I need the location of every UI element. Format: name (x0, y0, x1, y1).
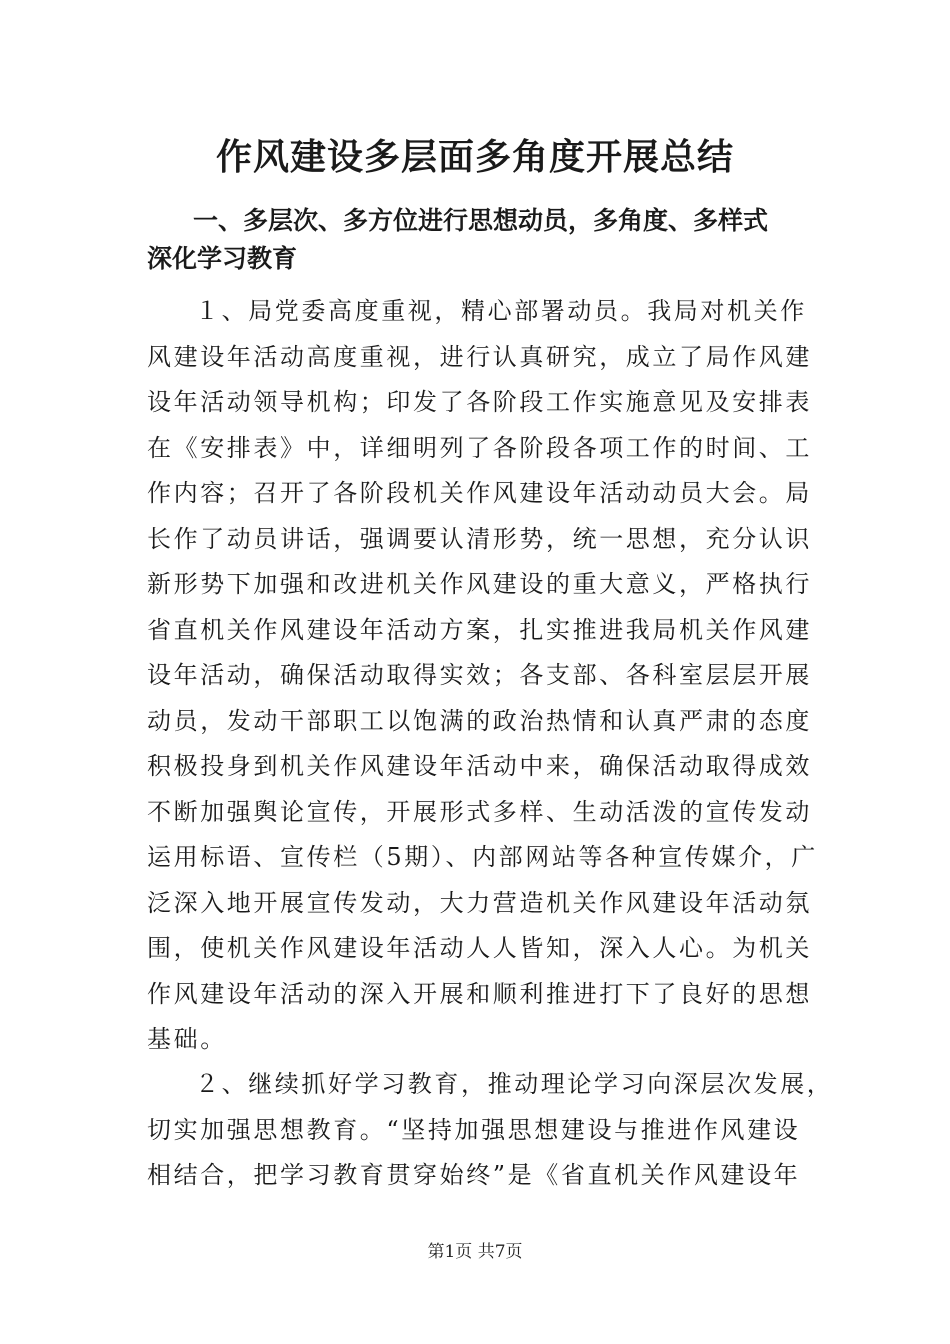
paragraph-line: 设年活动领导机构；印发了各阶段工作实施意见及安排表 (147, 388, 812, 416)
paragraph-line: 动员，发动干部职工以饱满的政治热情和认真严肃的态度 (147, 706, 812, 735)
paragraph-line: 基础。 (147, 1025, 227, 1053)
paragraph-line: 设年活动，确保活动取得实效；各支部、各科室层层开展 (147, 661, 812, 689)
paragraph-line: 相结合，把学习教育贯穿始终”是《省直机关作风建设年 (147, 1161, 801, 1189)
paragraph-line: 在《安排表》中，详细明列了各阶段各项工作的时间、工 (147, 433, 812, 462)
paragraph-line: 积极投身到机关作风建设年活动中来，确保活动取得成效 (147, 752, 812, 780)
paragraph-line: 省直机关作风建设年活动方案，扎实推进我局机关作风建 (147, 615, 812, 644)
paragraph-line: １、局党委高度重视，精心部署动员。我局对机关作 (195, 297, 807, 325)
paragraph-line: 切实加强思想教育。“坚持加强思想建设与推进作风建设 (147, 1115, 801, 1144)
paragraph-line: 泛深入地开展宣传发动，大力营造机关作风建设年活动氛 (147, 888, 812, 917)
paragraph-line: 不断加强舆论宣传，开展形式多样、生动活泼的宣传发动 (147, 797, 812, 826)
section-heading (147, 202, 807, 278)
paragraph-line: 作内容；召开了各阶段机关作风建设年活动动员大会。局 (147, 479, 812, 507)
paragraph-line: 作风建设年活动的深入开展和顺利推进打下了良好的思想 (147, 979, 812, 1008)
document-title: 作风建设多层面多角度开展总结 (215, 137, 734, 178)
section-heading-line: 一、多层次、多方位进行思想动员，多角度、多样式 (193, 206, 769, 235)
paragraph-2 (147, 1062, 834, 1199)
paragraph-1 (147, 289, 818, 1063)
paragraph-line: 长作了动员讲话，强调要认清形势，统一思想，充分认识 (147, 524, 812, 553)
paragraph-line: 新形势下加强和改进机关作风建设的重大意义，严格执行 (147, 570, 812, 598)
paragraph-line: 围，使机关作风建设年活动人人皆知，深入人心。为机关 (147, 934, 812, 962)
section-heading-line: 深化学习教育 (147, 244, 298, 273)
page-footer: 第1页 共7页 (427, 1242, 523, 1262)
paragraph-line: 风建设年活动高度重视，进行认真研究，成立了局作风建 (147, 342, 812, 371)
paragraph-line: 运用标语、宣传栏（5期）、内部网站等各种宣传媒介，广 (147, 843, 818, 871)
paragraph-line: ２、继续抓好学习教育，推动理论学习向深层次发展， (195, 1070, 834, 1098)
